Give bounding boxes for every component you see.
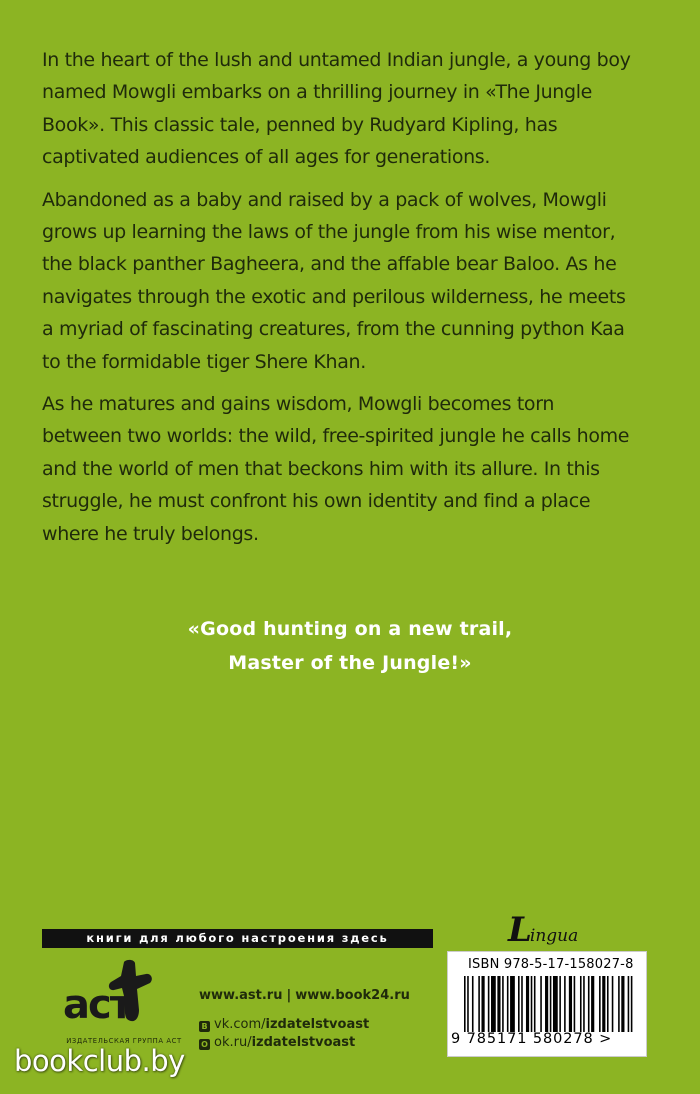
barcode-bar (521, 976, 523, 1032)
barcode-bar (580, 976, 582, 1032)
lingua-initial: L (508, 910, 532, 950)
lingua-rest: ingua (529, 926, 579, 946)
barcode-bar (540, 976, 542, 1032)
barcode-bar (464, 976, 466, 1032)
barcode-bar (588, 976, 590, 1032)
barcode-bar (467, 976, 469, 1032)
isbn-barcode (447, 951, 647, 1057)
social-vk-prefix: vk.com/ (214, 1017, 266, 1032)
description-paragraph-1: In the heart of the lush and untamed Indian jungle, a young boy named Mowgli embarks on a thrilling journey in «The Jungle Book». This classic tale, penned by Rudyard Kipling, has captivated audiences of all ages for generations. (42, 49, 631, 169)
barcode-bar (607, 976, 609, 1032)
link-separator: | (286, 988, 292, 1003)
bookclub-watermark: bookclub.by (14, 1044, 185, 1078)
barcode-bar (612, 976, 614, 1032)
social-ok-handle: izdatelstvoast (251, 1035, 356, 1050)
ok-icon: О (199, 1039, 210, 1050)
barcode-bar (621, 976, 624, 1032)
publisher-caption: ИЗДАТЕЛЬСКАЯ ГРУППА АСТ (66, 1037, 182, 1045)
barcode-bar (481, 976, 484, 1032)
barcode-bar (550, 976, 552, 1032)
barcode-bar (534, 976, 536, 1032)
ast-publisher-logo (60, 958, 170, 1038)
link-book24[interactable]: www.book24.ru (295, 988, 410, 1003)
barcode-bar (518, 976, 520, 1032)
barcode-bar (583, 976, 585, 1032)
social-ok-prefix: ok.ru/ (214, 1035, 252, 1050)
social-link-vk[interactable] (199, 1017, 369, 1032)
barcode-bar (553, 976, 558, 1032)
barcode-bar (602, 976, 605, 1032)
link-ast[interactable]: www.ast.ru (199, 988, 283, 1003)
barcode-bar (628, 976, 630, 1032)
social-link-ok[interactable] (199, 1035, 355, 1050)
isbn-number: ISBN 978-5-17-158027-8 (468, 957, 634, 972)
description-paragraph-2: Abandoned as a baby and raised by a pack of wolves, Mowgli grows up learning the laws of the jungle from his wise mentor, the black panther Bagheera, and the affable bear Baloo. As he navigates through the exotic and perilous wilderness, he meets a myriad of fascinating creatures, from the cunning python Kaa to the formidable tiger Shere Khan. (42, 188, 626, 373)
barcode-bar (472, 976, 474, 1032)
barcode-bar (502, 976, 504, 1032)
barcode-bar (488, 976, 490, 1032)
barcode-bar (631, 976, 633, 1032)
quote-line-2: Master of the Jungle!» (228, 652, 472, 674)
barcode-bar (478, 976, 480, 1032)
barcode-bar (559, 976, 561, 1032)
barcode-digits: 9 785171 580278 > (451, 1031, 613, 1047)
book-description (42, 44, 632, 560)
tagline-bar: книги для любого настроения здесь (42, 929, 433, 948)
publisher-links (199, 988, 410, 1003)
ast-logo-text: аст (63, 982, 131, 1028)
barcode-bar (564, 976, 566, 1032)
barcode-bar (526, 976, 529, 1032)
barcode-bar (591, 976, 594, 1032)
barcode-bar (545, 976, 548, 1032)
barcode-bar (569, 976, 572, 1032)
barcode-bar (510, 976, 515, 1032)
book-quote (0, 612, 700, 680)
vk-icon: В (199, 1021, 210, 1032)
barcode-bar (531, 976, 533, 1032)
barcode-bar (507, 976, 509, 1032)
barcode-bar (491, 976, 496, 1032)
lingua-imprint-logo (508, 910, 578, 950)
barcode-bars (464, 976, 634, 1032)
barcode-bar (618, 976, 620, 1032)
quote-line-1: «Good hunting on a new trail, (187, 618, 513, 640)
barcode-bar (574, 976, 576, 1032)
description-paragraph-3: As he matures and gains wisdom, Mowgli becomes torn between two worlds: the wild, free-spirited jungle he calls home and the world of men that beckons him with its allure. In this struggle, he must confront his own identity and find a place where he truly belongs. (42, 393, 630, 545)
barcode-bar (599, 976, 601, 1032)
social-vk-handle: izdatelstvoast (265, 1017, 370, 1032)
barcode-bar (497, 976, 500, 1032)
